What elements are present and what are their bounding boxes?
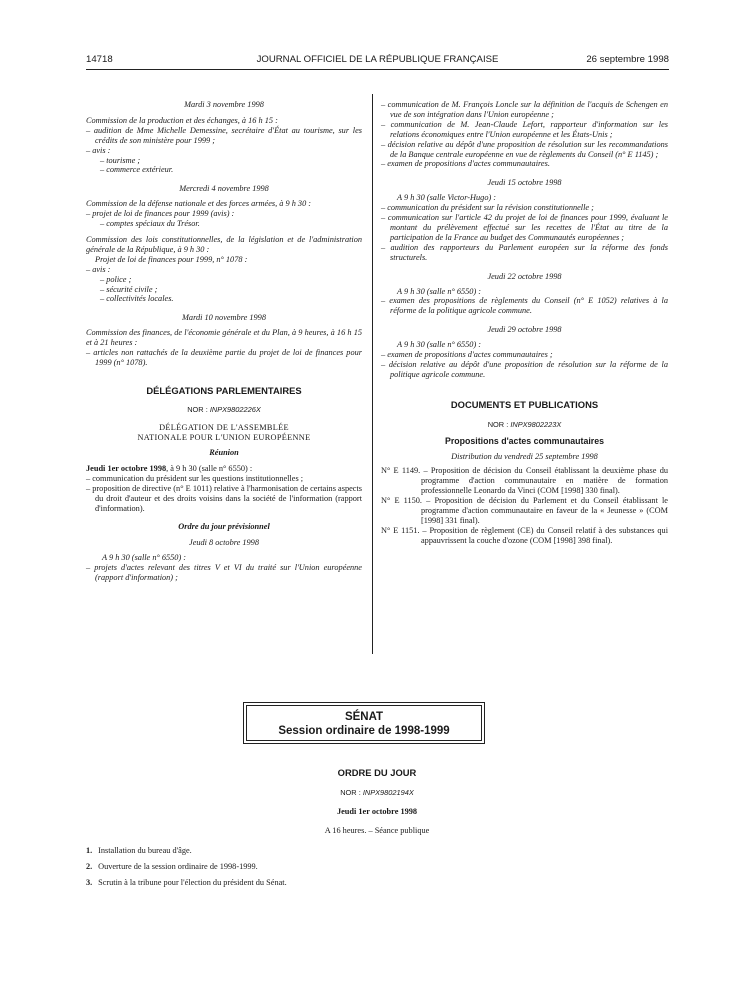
agenda-item: – décision relative au dépôt d'une proposition de résolution sur les recommandations de la Banque centrale européenne en vue de règlements du Conseil (n° E 1145) ;	[381, 139, 668, 159]
agenda-subitem: – police ;	[100, 274, 132, 284]
item-text: Scrutin à la tribune pour l'élection du président du Sénat.	[98, 878, 287, 887]
meeting-date	[86, 464, 362, 474]
commission-heading: Commission de la défense nationale et des forces armées, à 9 h 30 :	[86, 199, 312, 209]
session-time: A 9 h 30 (salle n° 6550) :	[102, 552, 187, 562]
page-number: 14718	[86, 54, 113, 65]
distribution-date: Distribution du vendredi 25 septembre 1998	[451, 452, 598, 462]
date-heading: Mardi 3 novembre 1998	[184, 100, 264, 109]
document-number: N° E 1150.	[381, 496, 423, 506]
session-date: Jeudi 1er octobre 1998	[336, 807, 418, 816]
agenda-list-item	[86, 846, 668, 856]
item-number: 1.	[86, 846, 93, 855]
agenda-list-item	[86, 862, 668, 872]
nor-label: NOR :	[187, 404, 208, 414]
document-number: N° E 1149.	[381, 466, 421, 476]
header-rule	[86, 69, 669, 70]
agenda-item: – audition de Mme Michelle Demessine, secrétaire d'État au tourisme, sur les crédits de son ministère pour 1999 ;	[86, 125, 362, 145]
delegation-name: DÉLÉGATION DE L'ASSEMBLÉE NATIONALE POUR L'UNION EUROPÉENNE	[137, 422, 311, 442]
journal-title: JOURNAL OFFICIEL DE LA RÉPUBLIQUE FRANÇAISE	[256, 54, 499, 65]
subsection-title: Propositions d'actes communautaires	[444, 435, 604, 446]
session-time: A 9 h 30 (salle n° 6550) :	[397, 286, 482, 296]
date-heading: Jeudi 8 octobre 1998	[189, 537, 259, 547]
nor-code: INPX9802226X	[209, 404, 261, 414]
item-text: Installation du bureau d'âge.	[98, 846, 192, 855]
meeting-date-rest: , à 9 h 30 (salle n° 6550) :	[166, 464, 253, 474]
agenda-item: – communication de M. François Loncle sur la définition de l'acquis de Schengen en vue de son intégration dans l'Union européenne ;	[381, 100, 668, 119]
meeting-heading: Réunion	[209, 448, 239, 458]
nor-code: INPX9802194X	[362, 788, 414, 797]
senat-box	[243, 702, 485, 744]
agenda-item: – examen des propositions de règlements du Conseil (n° E 1052) relatives à la réforme de la politique agricole commune.	[381, 296, 668, 316]
session-time: A 16 heures. – Séance publique	[324, 826, 430, 835]
document-entry	[381, 526, 668, 546]
senat-agenda	[86, 768, 668, 888]
document-entry	[381, 496, 668, 526]
document-text: – Proposition de règlement (CE) du Conseil relatif à des substances qui appauvrissent la couche d'ozone (COM [1998] 398 final).	[419, 525, 668, 545]
nor-code: INPX9802223X	[510, 419, 562, 429]
date-heading: Jeudi 15 octobre 1998	[487, 178, 562, 188]
date-heading: Jeudi 22 octobre 1998	[487, 271, 562, 281]
senat-box-inner	[246, 705, 482, 741]
session-time: A 9 h 30 (salle n° 6550) :	[397, 340, 482, 350]
meeting-date-bold: Jeudi 1er octobre 1998	[86, 464, 167, 474]
session-time: A 9 h 30 (salle Victor-Hugo) :	[397, 193, 497, 203]
agenda-list-item	[86, 878, 668, 888]
nor-line	[86, 405, 362, 415]
document-number: N° E 1151.	[381, 525, 420, 535]
document-text: – Proposition de décision du Conseil établissant la deuxième phase du programme d'action communautaire en matière de formation professionnelle Leonardo da Vinci (COM [1998] 330 final).	[420, 466, 669, 496]
agenda-item: – communication de M. Jean-Claude Lefort, rapporteur d'information sur les relations économiques entre l'Union européenne et les États-Unis ;	[381, 119, 668, 139]
page-header	[86, 54, 669, 68]
agenda-subitem: – comptes spéciaux du Trésor.	[100, 219, 200, 229]
agenda-title: ORDRE DU JOUR	[337, 767, 417, 778]
agenda-item: – examen de propositions d'actes communautaires.	[381, 159, 550, 169]
document-entry	[381, 466, 668, 496]
date-heading: Mercredi 4 novembre 1998	[179, 184, 269, 194]
senat-title: SÉNAT	[344, 711, 384, 723]
nor-label: NOR :	[340, 788, 361, 797]
agenda-item: – proposition de directive (n° E 1011) relative à l'harmonisation de certains aspects du droit d'auteur et des droits voisins dans la société de l'information (rapport d'information).	[86, 484, 362, 513]
right-column	[381, 100, 668, 546]
agenda-item: – décision relative au dépôt d'une proposition de résolution sur la réforme de la politique agricole commune.	[381, 359, 668, 379]
agenda-subitem: – collectivités locales.	[100, 294, 174, 304]
nor-line	[381, 420, 668, 430]
item-number: 3.	[86, 878, 93, 887]
agenda-subitem: – sécurité civile ;	[100, 284, 158, 294]
forward-agenda-heading: Ordre du jour prévisionnel	[178, 521, 270, 531]
section-title: DÉLÉGATIONS PARLEMENTAIRES	[146, 384, 302, 396]
agenda-item: – avis :	[86, 264, 111, 274]
date-heading: Jeudi 29 octobre 1998	[487, 325, 562, 335]
agenda-item: – articles non rattachés de la deuxième partie du projet de loi de finances pour 1999 (n° 1078).	[86, 348, 362, 367]
commission-heading: Commission des finances, de l'économie générale et du Plan, à 9 heures, à 16 h 15 et à 21 heures :	[86, 328, 362, 348]
nor-label: NOR :	[487, 419, 509, 429]
column-divider	[372, 94, 373, 654]
commission-heading: Commission des lois constitutionnelles, de la législation et de l'administration générale de la République, à 9 h 30 :	[86, 234, 362, 254]
date-heading: Mardi 10 novembre 1998	[182, 313, 266, 323]
agenda-subitem: – commerce extérieur.	[100, 165, 174, 175]
section-title: DOCUMENTS ET PUBLICATIONS	[450, 398, 599, 410]
item-number: 2.	[86, 862, 93, 871]
agenda-item: – communication du président sur la révision constitutionnelle ;	[381, 203, 594, 213]
projet-line: Projet de loi de finances pour 1999, n° 1078 :	[95, 254, 248, 264]
agenda-item: – examen de propositions d'actes communautaires ;	[381, 350, 553, 360]
agenda-item: – audition des rapporteurs du Parlement européen sur la réforme des fonds structurels.	[381, 242, 668, 262]
agenda-item: – avis :	[86, 145, 111, 155]
agenda-subitem: – tourisme ;	[100, 155, 141, 165]
document-text: – Proposition de décision du Parlement et du Conseil établissant le programme d'action communautaire en faveur de la « Jeunesse » (COM [1998] 331 final).	[421, 496, 668, 525]
item-text: Ouverture de la session ordinaire de 1998-1999.	[98, 862, 258, 871]
commission-heading: Commission de la production et des échanges, à 16 h 15 :	[86, 115, 278, 125]
session-title: Session ordinaire de 1998-1999	[278, 725, 450, 737]
left-column	[86, 100, 362, 582]
nor-line	[86, 788, 668, 798]
agenda-item: – projets d'actes relevant des titres V et VI du traité sur l'Union européenne (rapport d'information) ;	[86, 562, 362, 582]
issue-date: 26 septembre 1998	[586, 54, 669, 65]
agenda-item: – projet de loi de finances pour 1999 (avis) :	[86, 209, 235, 219]
agenda-item: – communication sur l'article 42 du projet de loi de finances pour 1999, évaluant le montant du prélèvement effectué sur les recettes de l'État au titre de la participation de la France au budget des Communautés européennes ;	[381, 213, 668, 242]
agenda-item: – communication du président sur les questions institutionnelles ;	[86, 474, 304, 484]
